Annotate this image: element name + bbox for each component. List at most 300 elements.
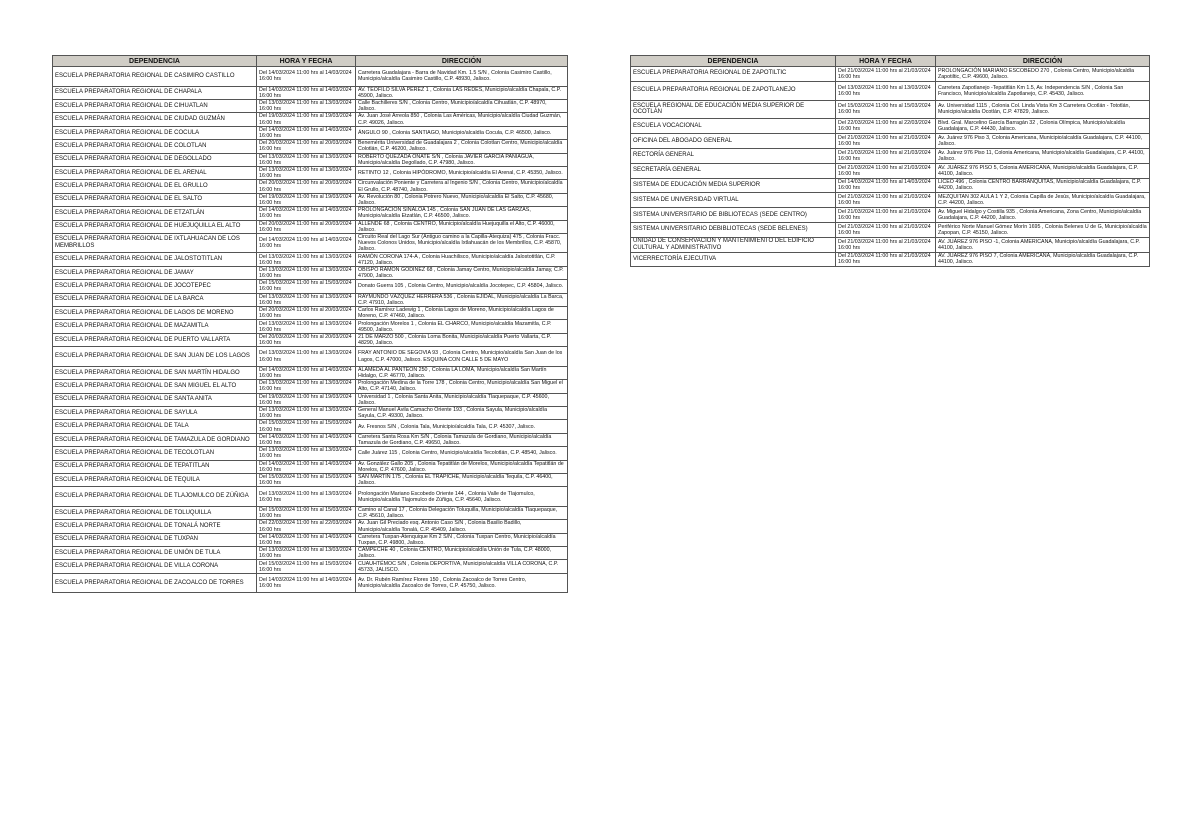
header-dependencia: DEPENDENCIA <box>53 56 257 67</box>
direccion-cell <box>356 560 568 573</box>
dependencia-cell <box>53 293 257 306</box>
direccion-cell-text: Carretera Tuxpan-Atenquique Km 2 S/N , Colonia Tuxpan Centro, Municipio/alcaldía Tuxpan, C.P. 49800, Jalisco. <box>358 533 556 546</box>
fecha-cell-text: Del 15/03/2024 11:00 hrs al 15/03/2024 16:00 hrs <box>259 560 352 573</box>
dependencia-cell-text: ESCUELA PREPARATORIA REGIONAL DE SAN JUAN DE LOS LAGOS <box>55 353 250 360</box>
fecha-cell-text: Del 14/03/2024 11:00 hrs al 14/03/2024 16:00 hrs <box>259 207 352 220</box>
table-row <box>53 433 568 446</box>
dependencia-cell <box>53 433 257 446</box>
direccion-cell <box>356 520 568 533</box>
dependencia-cell-text: ESCUELA PREPARATORIA REGIONAL DE MAZAMITLA <box>55 323 209 330</box>
fecha-cell-text: Del 14/03/2024 11:00 hrs al 14/03/2024 16:00 hrs <box>259 433 352 446</box>
fecha-cell-text: Del 13/03/2024 11:00 hrs al 13/03/2024 16:00 hrs <box>259 407 352 420</box>
table-row <box>53 99 568 112</box>
fecha-cell-text: Del 15/03/2024 11:00 hrs al 15/03/2024 16:00 hrs <box>838 103 931 116</box>
table-row <box>53 380 568 393</box>
dependencia-cell <box>631 237 836 252</box>
header-direccion: DIRECCIÓN <box>936 56 1150 67</box>
direccion-cell-text: Av. Juan Gil Preciado esq. Antonio Caso S/N , Colonia Basilio Badillo, Municipio/alcaldía Tonalá, C.P. 45409, Jalisco. <box>358 520 522 533</box>
fecha-cell <box>257 347 356 367</box>
fecha-cell <box>257 393 356 406</box>
table-row <box>631 81 1150 100</box>
dependencia-cell-text: ESCUELA PREPARATORIA REGIONAL DE TECOLOTLAN <box>55 449 215 456</box>
fecha-cell-text: Del 20/03/2024 11:00 hrs al 20/03/2024 16:00 hrs <box>259 140 352 153</box>
table-row <box>53 140 568 153</box>
fecha-cell <box>836 193 936 208</box>
dependencia-cell <box>631 208 836 223</box>
fecha-cell <box>257 280 356 293</box>
table-row <box>53 207 568 220</box>
direccion-cell <box>356 506 568 519</box>
table-row <box>53 280 568 293</box>
table-row <box>53 307 568 320</box>
dependencia-cell-text: SISTEMA UNIVERSITARIO DEBIBLIOTECAS (SEDE BELENES) <box>633 226 808 233</box>
table-row <box>53 573 568 593</box>
dependencia-cell-text: RECTORÍA GENERAL <box>633 152 694 159</box>
direccion-cell <box>356 86 568 99</box>
direccion-cell <box>356 333 568 346</box>
direccion-cell-text: AV. JUÁREZ 976 PISO -1, Colonia AMERICANA, Municipio/alcaldía Guadalajara, C.P. 44100, Jalisco. <box>938 238 1140 251</box>
table-row <box>631 193 1150 208</box>
direccion-cell-text: RAYMUNDO VÁZQUEZ HERRERA 536 , Colonia EJIDAL, Municipio/alcaldía La Barca, C.P. 47910, Jalisco. <box>358 293 564 306</box>
direccion-cell-text: Prolongación Medina de la Torre 178 , Colonia Centro, Municipio/alcaldía San Miguel el Alto, C.P. 47140, Jalisco. <box>358 380 563 393</box>
fecha-cell-text: Del 21/03/2024 11:00 hrs al 21/03/2024 16:00 hrs <box>838 149 931 162</box>
fecha-cell-text: Del 20/03/2024 11:00 hrs al 20/03/2024 16:00 hrs <box>259 220 352 233</box>
table-row <box>53 193 568 206</box>
direccion-cell <box>356 473 568 486</box>
direccion-cell <box>936 252 1150 267</box>
fecha-cell <box>257 67 356 87</box>
dependencia-cell-text: ESCUELA PREPARATORIA REGIONAL DE DEGOLLADO <box>55 156 212 163</box>
dependencia-cell <box>631 67 836 82</box>
header-direccion: DIRECCIÓN <box>356 56 568 67</box>
fecha-cell-text: Del 15/03/2024 11:00 hrs al 15/03/2024 16:00 hrs <box>259 280 352 293</box>
table-row <box>631 252 1150 267</box>
dependencia-cell-text: ESCUELA PREPARATORIA REGIONAL DE TLAJOMULCO DE ZÚÑIGA <box>55 493 249 500</box>
fecha-cell-text: Del 14/03/2024 11:00 hrs al 14/03/2024 16:00 hrs <box>259 366 352 379</box>
direccion-cell <box>356 280 568 293</box>
table-row <box>631 178 1150 193</box>
header-hora-fecha: HORA Y FECHA <box>257 56 356 67</box>
fecha-cell <box>257 207 356 220</box>
direccion-cell <box>356 193 568 206</box>
fecha-cell <box>257 333 356 346</box>
fecha-cell-text: Del 13/03/2024 11:00 hrs al 13/03/2024 16:00 hrs <box>259 547 352 560</box>
table-row <box>631 148 1150 163</box>
fecha-cell-text: Del 21/03/2024 11:00 hrs al 21/03/2024 16:00 hrs <box>838 253 931 266</box>
direccion-cell <box>936 119 1150 134</box>
dependencia-cell <box>53 140 257 153</box>
direccion-cell <box>356 253 568 266</box>
right-schedule-table <box>630 55 1150 267</box>
direccion-cell-text: Circuito Real del Lago Sur (Antiguo camino a la Capilla-Atequiza) 475 , Colonia Fracc. Nuevos Colonos Unidos, Municipio/alcaldía Ixtlahuacán de los Membrillos, C.P. 45870, Jalisco. <box>358 234 562 253</box>
direccion-cell <box>936 100 1150 119</box>
fecha-cell-text: Del 13/03/2024 11:00 hrs al 13/03/2024 16:00 hrs <box>259 490 352 503</box>
fecha-cell <box>257 406 356 419</box>
direccion-cell-text: RETINTO 12 , Colonia HIPÓDROMO, Municipio/alcaldía El Arenal, C.P. 45350, Jalisco. <box>358 170 563 177</box>
dependencia-cell <box>53 487 257 507</box>
dependencia-cell <box>53 380 257 393</box>
dependencia-cell <box>53 307 257 320</box>
table-row <box>631 163 1150 178</box>
dependencia-cell <box>53 560 257 573</box>
dependencia-cell-text: ESCUELA PREPARATORIA REGIONAL DE VILLA CORONA <box>55 563 219 570</box>
dependencia-cell <box>53 333 257 346</box>
dependencia-cell-text: ESCUELA PREPARATORIA REGIONAL DE LA BARCA <box>55 296 204 303</box>
table-row <box>53 347 568 367</box>
dependencia-cell-text: ESCUELA PREPARATORIA REGIONAL DE CIHUATLAN <box>55 102 208 109</box>
fecha-cell <box>257 487 356 507</box>
table-row <box>631 237 1150 252</box>
dependencia-cell <box>53 266 257 279</box>
fecha-cell <box>257 533 356 546</box>
table-row <box>53 520 568 533</box>
fecha-cell-text: Del 21/03/2024 11:00 hrs al 21/03/2024 16:00 hrs <box>838 194 931 207</box>
fecha-cell-text: Del 21/03/2024 11:00 hrs al 21/03/2024 16:00 hrs <box>838 208 931 222</box>
direccion-cell-text: AV. JUÁREZ 976 PISO 7, Colonia AMERICANA, Municipio/alcaldía Guadalajara, C.P. 44100, Jalisco. <box>938 253 1139 266</box>
direccion-cell <box>356 153 568 166</box>
dependencia-cell <box>631 148 836 163</box>
direccion-cell-text: Av. Miguel Hidalgo y Costilla 935 , Colonia Americana, Zona Centro, Municipio/alcaldía Guadalajara, C.P. 44200, Jalisco. <box>938 208 1142 222</box>
dependencia-cell-text: ESCUELA VOCACIONAL <box>633 122 702 129</box>
direccion-cell <box>356 67 568 87</box>
direccion-cell <box>356 347 568 367</box>
dependencia-cell <box>53 393 257 406</box>
fecha-cell <box>257 307 356 320</box>
dependencia-cell <box>53 447 257 460</box>
dependencia-cell <box>53 99 257 112</box>
direccion-cell-text: Av. Juárez 976 Piso 11, Colonia Americana, Municipio/alcaldía Guadalajara, C.P. 44100, Jalisco. <box>938 149 1145 162</box>
fecha-cell-text: Del 20/03/2024 11:00 hrs al 20/03/2024 16:00 hrs <box>259 180 352 193</box>
fecha-cell <box>257 166 356 179</box>
direccion-cell <box>356 460 568 473</box>
dependencia-cell <box>631 178 836 193</box>
table-row <box>631 67 1150 82</box>
dependencia-cell <box>53 460 257 473</box>
fecha-cell <box>257 266 356 279</box>
direccion-cell-text: Circunvalación Poniente y Carretera al Ingenio S/N , Colonia Centro, Municipio/alcaldía El Grullo, C.P. 48740, Jalisco. <box>358 180 563 193</box>
direccion-cell-text: SAN MARTÍN 175 , Colonia EL TRAPICHE, Municipio/alcaldía Tequila, C.P. 46400, Jalisco. <box>358 474 553 487</box>
dependencia-cell <box>53 233 257 253</box>
direccion-cell-text: Prolongación Morelos 1 , Colonia EL CHARCO, Municipio/alcaldía Mazamitla, C.P. 49500, Jalisco. <box>358 320 552 333</box>
left-schedule-table <box>52 55 568 593</box>
fecha-cell <box>257 220 356 233</box>
fecha-cell <box>257 140 356 153</box>
direccion-cell-text: Calle Juárez 115 , Colonia Centro, Municipio/alcaldía Tecolotlán, C.P. 48540, Jalisco. <box>358 450 557 457</box>
dependencia-cell-text: ESCUELA PREPARATORIA REGIONAL DE COCULA <box>55 129 200 136</box>
fecha-cell <box>836 237 936 252</box>
fecha-cell <box>836 81 936 100</box>
table-row <box>53 547 568 560</box>
fecha-cell <box>836 222 936 237</box>
fecha-cell-text: Del 13/03/2024 11:00 hrs al 13/03/2024 16:00 hrs <box>259 350 352 363</box>
fecha-cell-text: Del 13/03/2024 11:00 hrs al 13/03/2024 16:00 hrs <box>259 167 352 180</box>
table-row <box>631 208 1150 223</box>
dependencia-cell-text: ESCUELA PREPARATORIA REGIONAL DE EL SALTO <box>55 196 203 203</box>
fecha-cell-text: Del 13/03/2024 11:00 hrs al 13/03/2024 16:00 hrs <box>259 253 352 266</box>
direccion-cell-text: PROLONGACION SINALOA 145 , Colonia SAN JUAN DE LAS GARZAS, Municipio/alcaldía Etzatlán, C.P. 46500, Jalisco. <box>358 207 531 220</box>
fecha-cell <box>836 134 936 149</box>
direccion-cell-text: LICEO 496 , Colonia CENTRO BARRANQUITAS, Municipio/alcaldía Guadalajara, C.P. 44200, Jalisco. <box>938 179 1142 192</box>
fecha-cell-text: Del 19/03/2024 11:00 hrs al 19/03/2024 16:00 hrs <box>259 393 352 406</box>
fecha-cell-text: Del 13/03/2024 11:00 hrs al 13/03/2024 16:00 hrs <box>259 100 352 113</box>
table-row <box>53 180 568 193</box>
fecha-cell-text: Del 22/03/2024 11:00 hrs al 22/03/2024 16:00 hrs <box>838 120 931 133</box>
direccion-cell-text: Donato Guerra 105 , Colonia Centro, Municipio/alcaldía Jocotepec, C.P. 45804, Jalisco. <box>358 283 564 290</box>
dependencia-cell-text: ESCUELA PREPARATORIA REGIONAL DE HUEJUQUILLA EL ALTO <box>55 223 241 230</box>
direccion-cell <box>356 293 568 306</box>
direccion-cell-text: Camino al Canal 17 , Colonia Delegación Toluquilla, Municipio/alcaldía Tlaquepaque, C.P. 45610, Jalisco. <box>358 507 558 520</box>
direccion-cell-text: FRAY ANTONIO DE SEGOVIA 93 , Colonia Centro, Municipio/alcaldía San Juan de los Lagos, C.P. 47000, Jalisco. ESQUINA CON CALLE 5 DE MAYO <box>358 350 563 363</box>
fecha-cell <box>836 208 936 223</box>
fecha-cell <box>257 320 356 333</box>
dependencia-cell-text: ESCUELA PREPARATORIA REGIONAL DE SAYULA <box>55 409 198 416</box>
direccion-cell <box>356 406 568 419</box>
direccion-cell-text: Periférico Norte Manuel Gómez Morín 1695 , Colonia Belenes U de G, Municipio/alcaldía Zapopan, C.P. 45150, Jalisco. <box>938 223 1147 236</box>
fecha-cell <box>836 119 936 134</box>
fecha-cell <box>257 366 356 379</box>
fecha-cell <box>257 447 356 460</box>
fecha-cell-text: Del 15/03/2024 11:00 hrs al 15/03/2024 16:00 hrs <box>259 474 352 487</box>
dependencia-cell <box>53 420 257 433</box>
dependencia-cell-text: ESCUELA PREPARATORIA REGIONAL DE TALA <box>55 423 189 430</box>
direccion-cell-text: OBISPO RAMÓN GODÍNEZ 68 , Colonia Jamay Centro, Municipio/alcaldía Jamay, C.P. 47900, Jalisco. <box>358 266 564 280</box>
table-row <box>53 473 568 486</box>
dependencia-cell-text: VICERRECTORÍA EJECUTIVA <box>633 256 717 263</box>
dependencia-cell-text: ESCUELA PREPARATORIA REGIONAL DE TAMAZULA DE GORDIANO <box>55 436 250 443</box>
fecha-cell <box>257 233 356 253</box>
direccion-cell <box>936 134 1150 149</box>
dependencia-cell <box>53 366 257 379</box>
dependencia-cell <box>53 67 257 87</box>
dependencia-cell-text: ESCUELA PREPARATORIA REGIONAL DE PUERTO VALLARTA <box>55 336 231 343</box>
table-row <box>53 460 568 473</box>
fecha-cell <box>257 86 356 99</box>
table-row <box>631 134 1150 149</box>
direccion-cell-text: Av. Fresnos S/N , Colonia Tala, Municipio/alcaldía Tala, C.P. 45307, Jalisco. <box>358 423 536 430</box>
direccion-cell <box>356 487 568 507</box>
fecha-cell <box>257 573 356 593</box>
direccion-cell-text: MEZQUITAN 302 AULA 1 Y 2, Colonia Capilla de Jesús, Municipio/alcaldía Guadalajara, C.P. 44200, Jalisco. <box>938 194 1146 207</box>
direccion-cell <box>356 266 568 279</box>
direccion-cell <box>356 233 568 253</box>
table-row <box>53 126 568 139</box>
dependencia-cell-text: ESCUELA PREPARATORIA REGIONAL DE TEQUILA <box>55 476 200 483</box>
direccion-cell-text: Carretera Santa Rosa Km S/N , Colonia Tamazula de Gordiano, Municipio/alcaldía Tamazula de Gordiano, C.P. 49650, Jalisco. <box>358 433 552 446</box>
direccion-cell-text: Av. Universidad 1115 , Colonia Col. Linda Vista Km 3 Carretera Ocotlán - Tototlán, Municipio/alcaldía Ocotlán, C.P. 47829, Jalisco. <box>938 103 1130 116</box>
dependencia-cell <box>53 113 257 126</box>
dependencia-cell <box>53 193 257 206</box>
dependencia-cell <box>631 252 836 267</box>
dependencia-cell <box>53 347 257 367</box>
direccion-cell <box>936 193 1150 208</box>
dependencia-cell <box>631 193 836 208</box>
fecha-cell <box>257 153 356 166</box>
dependencia-cell-text: ESCUELA PREPARATORIA REGIONAL DE CHAPALA <box>55 89 202 96</box>
dependencia-cell-text: ESCUELA PREPARATORIA REGIONAL DE CIUDAD GUZMÁN <box>55 116 225 123</box>
dependencia-cell <box>53 506 257 519</box>
fecha-cell-text: Del 14/03/2024 11:00 hrs al 14/03/2024 16:00 hrs <box>838 179 931 192</box>
dependencia-cell <box>631 222 836 237</box>
fecha-cell-text: Del 13/03/2024 11:00 hrs al 13/03/2024 16:00 hrs <box>259 293 352 306</box>
dependencia-cell-text: ESCUELA PREPARATORIA REGIONAL DE ETZATLÁN <box>55 209 205 216</box>
dependencia-cell-text: ESCUELA PREPARATORIA REGIONAL DE EL ARENAL <box>55 169 207 176</box>
direccion-cell <box>356 547 568 560</box>
fecha-cell <box>257 126 356 139</box>
dependencia-cell <box>53 533 257 546</box>
fecha-cell <box>257 506 356 519</box>
direccion-cell <box>936 178 1150 193</box>
fecha-cell <box>257 520 356 533</box>
table-row <box>53 420 568 433</box>
dependencia-cell-text: ESCUELA PREPARATORIA REGIONAL DE JAMAY <box>55 269 194 276</box>
direccion-cell-text: Carretera Guadalajara - Barra de Navidad Km. 1.5 S/N , Colonia Casimiro Castillo, Municipio/alcaldía Casimiro Castillo, C.P. 48930, Jalisco. <box>358 70 552 83</box>
table-row <box>53 153 568 166</box>
dependencia-cell-text: ESCUELA PREPARATORIA REGIONAL DE COLOTLAN <box>55 142 207 149</box>
fecha-cell-text: Del 14/03/2024 11:00 hrs al 14/03/2024 16:00 hrs <box>259 70 352 83</box>
direccion-cell-text: Universidad 1 , Colonia Santa Anita, Municipio/alcaldía Tlaquepaque, C.P. 45600, Jalisco. <box>358 393 549 406</box>
direccion-cell-text: PROLONGACIÓN MARIANO ESCOBEDO 270 , Colonia Centro, Municipio/alcaldía Zapotiltic, C.P. 49600, Jalisco. <box>938 67 1135 80</box>
fecha-cell-text: Del 20/03/2024 11:00 hrs al 20/03/2024 16:00 hrs <box>259 307 352 320</box>
table-row <box>53 67 568 87</box>
fecha-cell-text: Del 19/03/2024 11:00 hrs al 19/03/2024 16:00 hrs <box>259 193 352 206</box>
direccion-cell-text: AV. TEÓFILO SILVA PÉREZ 1 , Colonia LAS REDES, Municipio/alcaldía Chapala, C.P. 45900, Jalisco. <box>358 86 562 99</box>
fecha-cell-text: Del 14/03/2024 11:00 hrs al 14/03/2024 16:00 hrs <box>259 86 352 99</box>
fecha-cell-text: Del 19/03/2024 11:00 hrs al 19/03/2024 16:00 hrs <box>259 113 352 126</box>
table-row <box>53 487 568 507</box>
fecha-cell-text: Del 21/03/2024 11:00 hrs al 21/03/2024 16:00 hrs <box>838 164 931 177</box>
dependencia-cell-text: ESCUELA PREPARATORIA REGIONAL DE SAN MIGUEL EL ALTO <box>55 382 237 389</box>
dependencia-cell <box>631 100 836 119</box>
dependencia-cell-text: ESCUELA PREPARATORIA REGIONAL DE JOCOTEPEC <box>55 283 211 289</box>
table-row <box>53 166 568 179</box>
fecha-cell <box>257 420 356 433</box>
direccion-cell <box>356 180 568 193</box>
table-row <box>53 293 568 306</box>
dependencia-cell <box>53 573 257 593</box>
dependencia-cell-text: ESCUELA PREPARATORIA REGIONAL DE TONALÁ NORTE <box>55 523 221 530</box>
table-row <box>53 253 568 266</box>
dependencia-cell-text: ESCUELA PREPARATORIA REGIONAL DE LAGOS DE MORENO <box>55 309 234 316</box>
dependencia-cell <box>53 166 257 179</box>
fecha-cell-text: Del 13/03/2024 11:00 hrs al 13/03/2024 16:00 hrs <box>259 447 352 460</box>
fecha-cell-text: Del 13/03/2024 11:00 hrs al 13/03/2024 16:00 hrs <box>259 380 352 393</box>
direccion-cell <box>356 366 568 379</box>
direccion-cell-text: Av. Revolución 80 , Colonia Potrero Nuevo, Municipio/alcaldía El Salto, C.P. 45680, Jalisco. <box>358 193 554 206</box>
dependencia-cell-text: ESCUELA PREPARATORIA REGIONAL DE ZAPOTILTIC <box>633 70 787 77</box>
direccion-cell-text: Av. González Gallo 205 , Colonia Tepatitlán de Morelos, Municipio/alcaldía Tepatitlán de Morelos, C.P. 47600, Jalisco. <box>358 460 564 473</box>
dependencia-cell-text: SISTEMA DE UNIVERSIDAD VIRTUAL <box>633 196 739 203</box>
fecha-cell-text: Del 13/03/2024 11:00 hrs al 13/03/2024 16:00 hrs <box>838 84 931 97</box>
fecha-cell-text: Del 14/03/2024 11:00 hrs al 14/03/2024 16:00 hrs <box>259 577 352 590</box>
fecha-cell-text: Del 13/03/2024 11:00 hrs al 13/03/2024 16:00 hrs <box>259 153 352 166</box>
dependencia-cell-text: ESCUELA PREPARATORIA REGIONAL DE ZACOALCO DE TORRES <box>55 579 244 586</box>
dependencia-cell-text: ESCUELA PREPARATORIA REGIONAL DE JALOSTOTITLAN <box>55 256 223 263</box>
dependencia-cell <box>53 406 257 419</box>
fecha-cell <box>836 252 936 267</box>
fecha-cell <box>257 113 356 126</box>
fecha-cell-text: Del 14/03/2024 11:00 hrs al 14/03/2024 16:00 hrs <box>259 460 352 473</box>
direccion-cell-text: RAMÓN CORONA 174-A , Colonia Huachilisco, Municipio/alcaldía Jalostotitlán, C.P. 47120, Jalisco. <box>358 253 556 266</box>
fecha-cell-text: Del 14/03/2024 11:00 hrs al 14/03/2024 16:00 hrs <box>259 533 352 546</box>
dependencia-cell <box>631 119 836 134</box>
direccion-cell-text: Av. Juárez 976 Piso 3, Colonia Americana, Municipio/alcaldía Guadalajara, C.P. 44100, Jalisco. <box>938 134 1143 148</box>
table-row <box>53 113 568 126</box>
fecha-cell-text: Del 15/03/2024 11:00 hrs al 15/03/2024 16:00 hrs <box>259 420 352 433</box>
direccion-cell-text: ALAMEDA AL PANTEÓN 250 , Colonia LA LOMA, Municipio/alcaldía San Martín Hidalgo, C.P. 46770, Jalisco. <box>358 366 547 379</box>
direccion-cell <box>936 67 1150 82</box>
header-row <box>53 56 568 67</box>
dependencia-cell <box>53 473 257 486</box>
fecha-cell-text: Del 20/03/2024 11:00 hrs al 20/03/2024 16:00 hrs <box>259 333 352 347</box>
fecha-cell-text: Del 14/03/2024 11:00 hrs al 14/03/2024 16:00 hrs <box>259 237 352 250</box>
direccion-cell-text: Calle Bachilleres S/N , Colonia Centro, Municipio/alcaldía Cihuatlán, C.P. 48970, Jalisco. <box>358 100 547 113</box>
fecha-cell <box>836 178 936 193</box>
dependencia-cell-text: UNIDAD DE CONSERVACIÓN Y MANTENIMIENTO DEL EDIFICIO CULTURAL Y ADMINISTRATIVO <box>633 237 814 251</box>
fecha-cell <box>257 433 356 446</box>
dependencia-cell <box>53 180 257 193</box>
direccion-cell-text: ÁNGULO 90 , Colonia SANTIAGO, Municipio/alcaldía Cocula, C.P. 46500, Jalisco. <box>358 129 552 136</box>
fecha-cell <box>257 99 356 112</box>
dependencia-cell <box>53 153 257 166</box>
direccion-cell-text: CUAUHTÉMOC S/N , Colonia DEPORTIVA, Municipio/alcaldía VILLA CORONA, C.P. 45733, JALISCO. <box>358 560 559 573</box>
direccion-cell <box>356 207 568 220</box>
direccion-cell <box>356 166 568 179</box>
table-row <box>53 366 568 379</box>
direccion-cell-text: Blvd. Gral. Marcelino García Barragán 32 , Colonia Olímpica, Municipio/alcaldía Guadalajara, C.P. 44430, Jalisco. <box>938 120 1125 133</box>
direccion-cell <box>356 380 568 393</box>
dependencia-cell <box>53 207 257 220</box>
table-row <box>53 220 568 233</box>
direccion-cell-text: AV. JUÁREZ 976 PISO 5, Colonia AMERICANA, Municipio/alcaldía Guadalajara, C.P. 44100, Jalisco. <box>938 164 1139 177</box>
direccion-cell <box>936 208 1150 223</box>
fecha-cell-text: Del 21/03/2024 11:00 hrs al 21/03/2024 16:00 hrs <box>838 238 931 251</box>
fecha-cell <box>257 253 356 266</box>
direccion-cell-text: Benemérita Universidad de Guadalajara 2 , Colonia Colotlan Centro, Municipio/alcaldía Colotlán, C.P. 46200, Jalisco. <box>358 140 563 153</box>
direccion-cell <box>356 140 568 153</box>
table-row <box>53 533 568 546</box>
fecha-cell <box>836 67 936 82</box>
direccion-cell <box>356 126 568 139</box>
fecha-cell-text: Del 21/03/2024 11:00 hrs al 21/03/2024 16:00 hrs <box>838 67 931 80</box>
direccion-cell <box>356 307 568 320</box>
table-row <box>53 320 568 333</box>
direccion-cell <box>356 220 568 233</box>
table-row <box>53 406 568 419</box>
direccion-cell-text: Prolongación Mariano Escobedo Oriente 144 , Colonia Valle de Tlajomulco, Municipio/alcaldía Tlajomulco de Zúñiga, C.P. 45640, Jalisco. <box>358 490 535 503</box>
fecha-cell <box>257 460 356 473</box>
dependencia-cell <box>53 320 257 333</box>
fecha-cell-text: Del 21/03/2024 11:00 hrs al 21/03/2024 16:00 hrs <box>838 223 931 236</box>
direccion-cell <box>936 222 1150 237</box>
table-row <box>53 266 568 279</box>
dependencia-cell <box>53 220 257 233</box>
direccion-cell <box>936 163 1150 178</box>
dependencia-cell <box>53 253 257 266</box>
direccion-cell-text: ALLENDE 68 , Colonia CENTRO, Municipio/alcaldía Huejuquilla el Alto, C.P. 46000, Jalisco. <box>358 220 555 233</box>
dependencia-cell-text: ESCUELA PREPARATORIA REGIONAL DE TOLUQUILLA <box>55 509 212 516</box>
fecha-cell <box>257 473 356 486</box>
fecha-cell <box>257 380 356 393</box>
direccion-cell <box>356 573 568 593</box>
dependencia-cell-text: ESCUELA PREPARATORIA REGIONAL DE SAN MARTÍN HIDALGO <box>55 369 240 376</box>
fecha-cell <box>257 547 356 560</box>
fecha-cell-text: Del 13/03/2024 11:00 hrs al 13/03/2024 16:00 hrs <box>259 320 352 333</box>
header-hora-fecha: HORA Y FECHA <box>836 56 936 67</box>
dependencia-cell-text: ESCUELA PREPARATORIA REGIONAL DE ZAPOTLANEJO <box>633 87 796 94</box>
fecha-cell-text: Del 13/03/2024 11:00 hrs al 13/03/2024 16:00 hrs <box>259 266 352 280</box>
direccion-cell <box>356 433 568 446</box>
dependencia-cell-text: ESCUELA PREPARATORIA REGIONAL DE SANTA ANITA <box>55 396 212 403</box>
